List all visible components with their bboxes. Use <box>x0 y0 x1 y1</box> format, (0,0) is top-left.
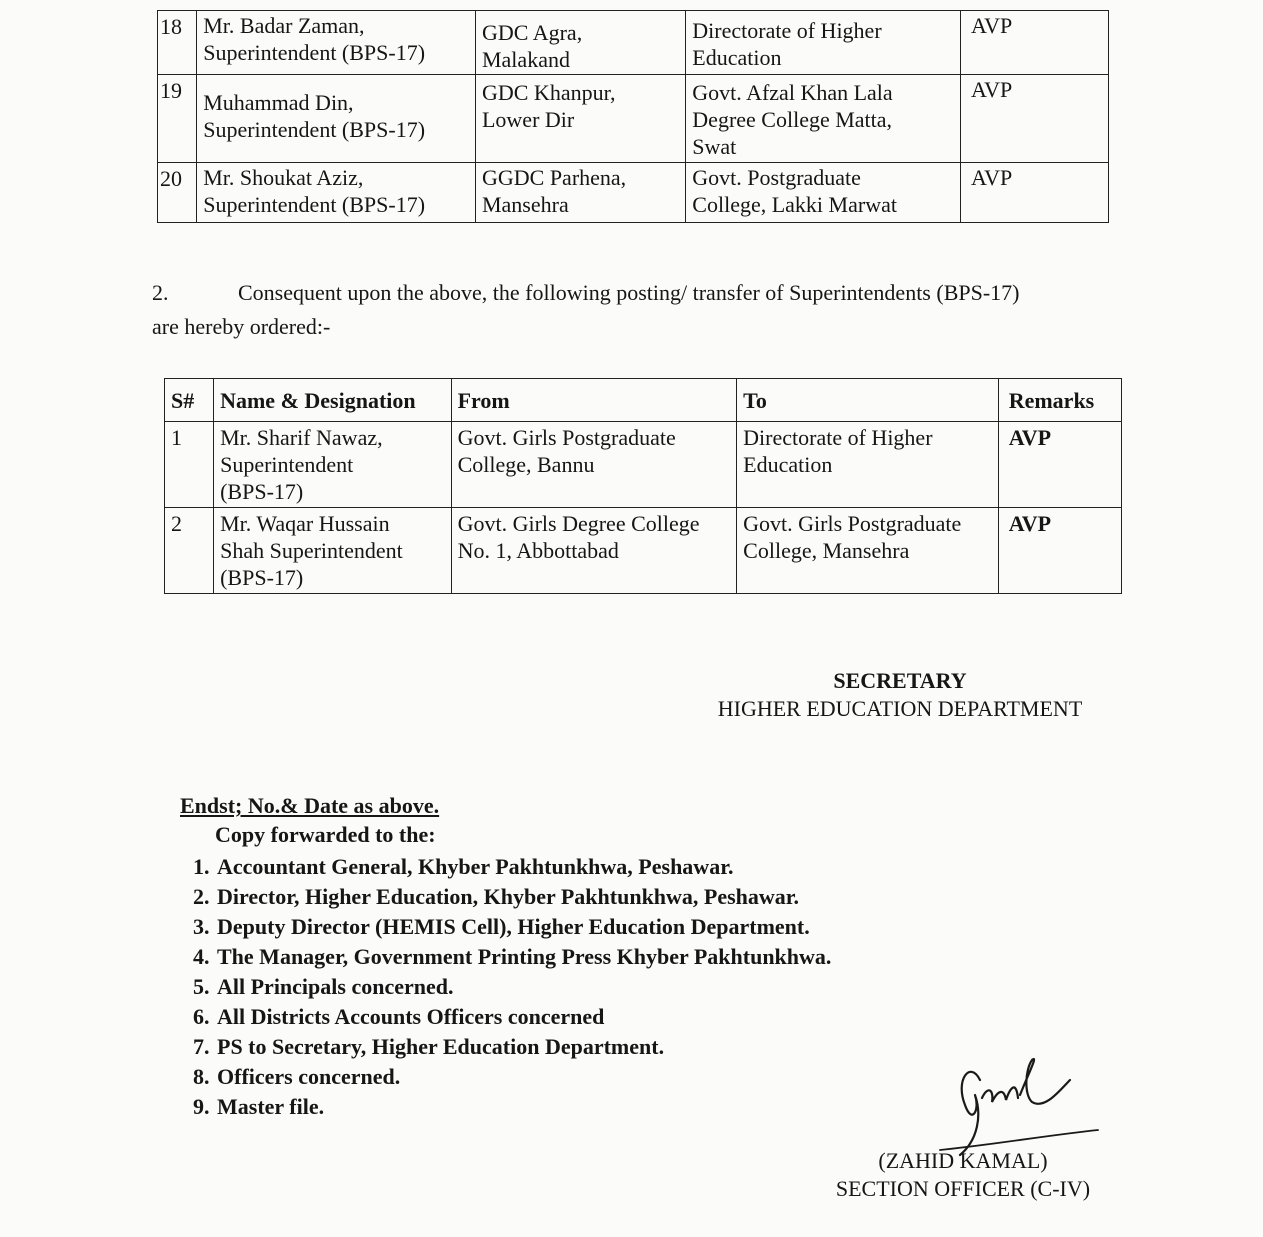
to-line: Directorate of Higher <box>692 18 882 43</box>
name-line: Mr. Sharif Nawaz, <box>220 425 383 450</box>
designation-line: Superintendent <box>220 452 354 477</box>
officer-designation: SECTION OFFICER (C-IV) <box>835 1176 1091 1201</box>
from-line: Malakand <box>481 47 570 72</box>
to-line: Degree College Matta, <box>692 107 893 132</box>
header-sn: S# <box>165 379 214 422</box>
table-row <box>158 11 1109 75</box>
to-line: Swat <box>692 134 737 159</box>
remarks-cell: AVP <box>998 422 1121 508</box>
name-cell <box>214 422 451 508</box>
signature-icon <box>920 1050 1100 1160</box>
list-item: 5. All Principals concerned. <box>215 972 831 1002</box>
serial-cell: 18 <box>158 11 197 75</box>
list-item: 6. All Districts Accounts Officers concerned <box>215 1002 831 1032</box>
table-row <box>158 75 1109 163</box>
secretary-department: HIGHER EDUCATION DEPARTMENT <box>717 696 1083 721</box>
designation-line: Shah Superintendent <box>220 538 403 563</box>
header-from: From <box>451 379 737 422</box>
header-to: To <box>737 379 999 422</box>
from-line: GDC Khanpur, <box>481 80 616 105</box>
table-row <box>158 163 1109 223</box>
remarks-cell: AVP <box>961 11 1109 75</box>
from-cell <box>451 422 737 508</box>
from-cell <box>475 11 685 75</box>
to-cell <box>737 508 999 594</box>
header-remarks: Remarks <box>998 379 1121 422</box>
paragraph-line-1 <box>152 276 1112 310</box>
endorsement-heading: Endst; No.& Date as above. <box>180 793 440 818</box>
header-name: Name & Designation <box>214 379 451 422</box>
name-line: Mr. Shoukat Aziz, <box>203 165 364 190</box>
table-row <box>165 508 1122 594</box>
to-line: College, Lakki Marwat <box>692 192 897 217</box>
to-cell <box>686 11 961 75</box>
paragraph-line-2: are hereby ordered:- <box>152 314 331 339</box>
serial-cell: 1 <box>165 422 214 508</box>
paragraph-text: Consequent upon the above, the following posting/ transfer of Superintendents (BPS-17) <box>238 280 1020 305</box>
list-item: 8. Officers concerned. <box>215 1062 831 1092</box>
to-line: Govt. Afzal Khan Lala <box>692 80 893 105</box>
to-line: Govt. Girls Postgraduate <box>743 511 962 536</box>
to-cell <box>737 422 999 508</box>
remarks-cell: AVP <box>961 75 1109 163</box>
list-item: 9. Master file. <box>215 1092 831 1122</box>
from-line: No. 1, Abbottabad <box>457 538 619 563</box>
serial-cell: 20 <box>158 163 197 223</box>
copy-forwarded-label: Copy forwarded to the: <box>215 822 436 847</box>
serial-cell: 19 <box>158 75 197 163</box>
from-line: Govt. Girls Degree College <box>457 511 700 536</box>
secretary-title: SECRETARY <box>833 668 967 693</box>
copy-list <box>180 852 831 1122</box>
from-cell <box>451 508 737 594</box>
name-cell <box>197 163 476 223</box>
designation-line: Superintendent (BPS-17) <box>203 40 426 65</box>
order-paragraph <box>152 276 1112 344</box>
table-header-row <box>165 379 1122 422</box>
name-line: Mr. Badar Zaman, <box>203 13 365 38</box>
name-cell <box>197 75 476 163</box>
from-line: GDC Agra, <box>481 20 583 45</box>
name-line: Mr. Waqar Hussain <box>220 511 390 536</box>
to-line: Education <box>743 452 833 477</box>
designation-line: Superintendent (BPS-17) <box>203 117 426 142</box>
designation-line: Superintendent (BPS-17) <box>203 192 426 217</box>
from-line: Govt. Girls Postgraduate <box>457 425 676 450</box>
grade-line: (BPS-17) <box>220 565 304 590</box>
officer-name: (ZAHID KAMAL) <box>878 1148 1048 1173</box>
to-line: Education <box>692 45 782 70</box>
to-line: Directorate of Higher <box>743 425 933 450</box>
from-line: College, Bannu <box>457 452 595 477</box>
from-cell <box>475 75 685 163</box>
from-line: GGDC Parhena, <box>481 165 627 190</box>
name-line: Muhammad Din, <box>203 90 354 115</box>
from-line: Lower Dir <box>481 107 575 132</box>
to-cell <box>686 75 961 163</box>
posting-table <box>164 378 1122 594</box>
name-cell <box>214 508 451 594</box>
name-cell <box>197 11 476 75</box>
serial-cell: 2 <box>165 508 214 594</box>
to-line: Govt. Postgraduate <box>692 165 861 190</box>
from-line: Mansehra <box>481 192 569 217</box>
continuation-table <box>157 10 1109 223</box>
list-item: 1. Accountant General, Khyber Pakhtunkhwa, Peshawar. <box>215 852 831 882</box>
table-row <box>165 422 1122 508</box>
list-item: 3. Deputy Director (HEMIS Cell), Higher Education Department. <box>215 912 831 942</box>
remarks-cell: AVP <box>961 163 1109 223</box>
list-item: 7. PS to Secretary, Higher Education Department. <box>215 1032 831 1062</box>
paragraph-number: 2. <box>152 280 169 305</box>
to-line: College, Mansehra <box>743 538 910 563</box>
grade-line: (BPS-17) <box>220 479 304 504</box>
list-item: 2. Director, Higher Education, Khyber Pakhtunkhwa, Peshawar. <box>215 882 831 912</box>
list-item: 4. The Manager, Government Printing Press Khyber Pakhtunkhwa. <box>215 942 831 972</box>
remarks-cell: AVP <box>998 508 1121 594</box>
to-cell <box>686 163 961 223</box>
from-cell <box>475 163 685 223</box>
